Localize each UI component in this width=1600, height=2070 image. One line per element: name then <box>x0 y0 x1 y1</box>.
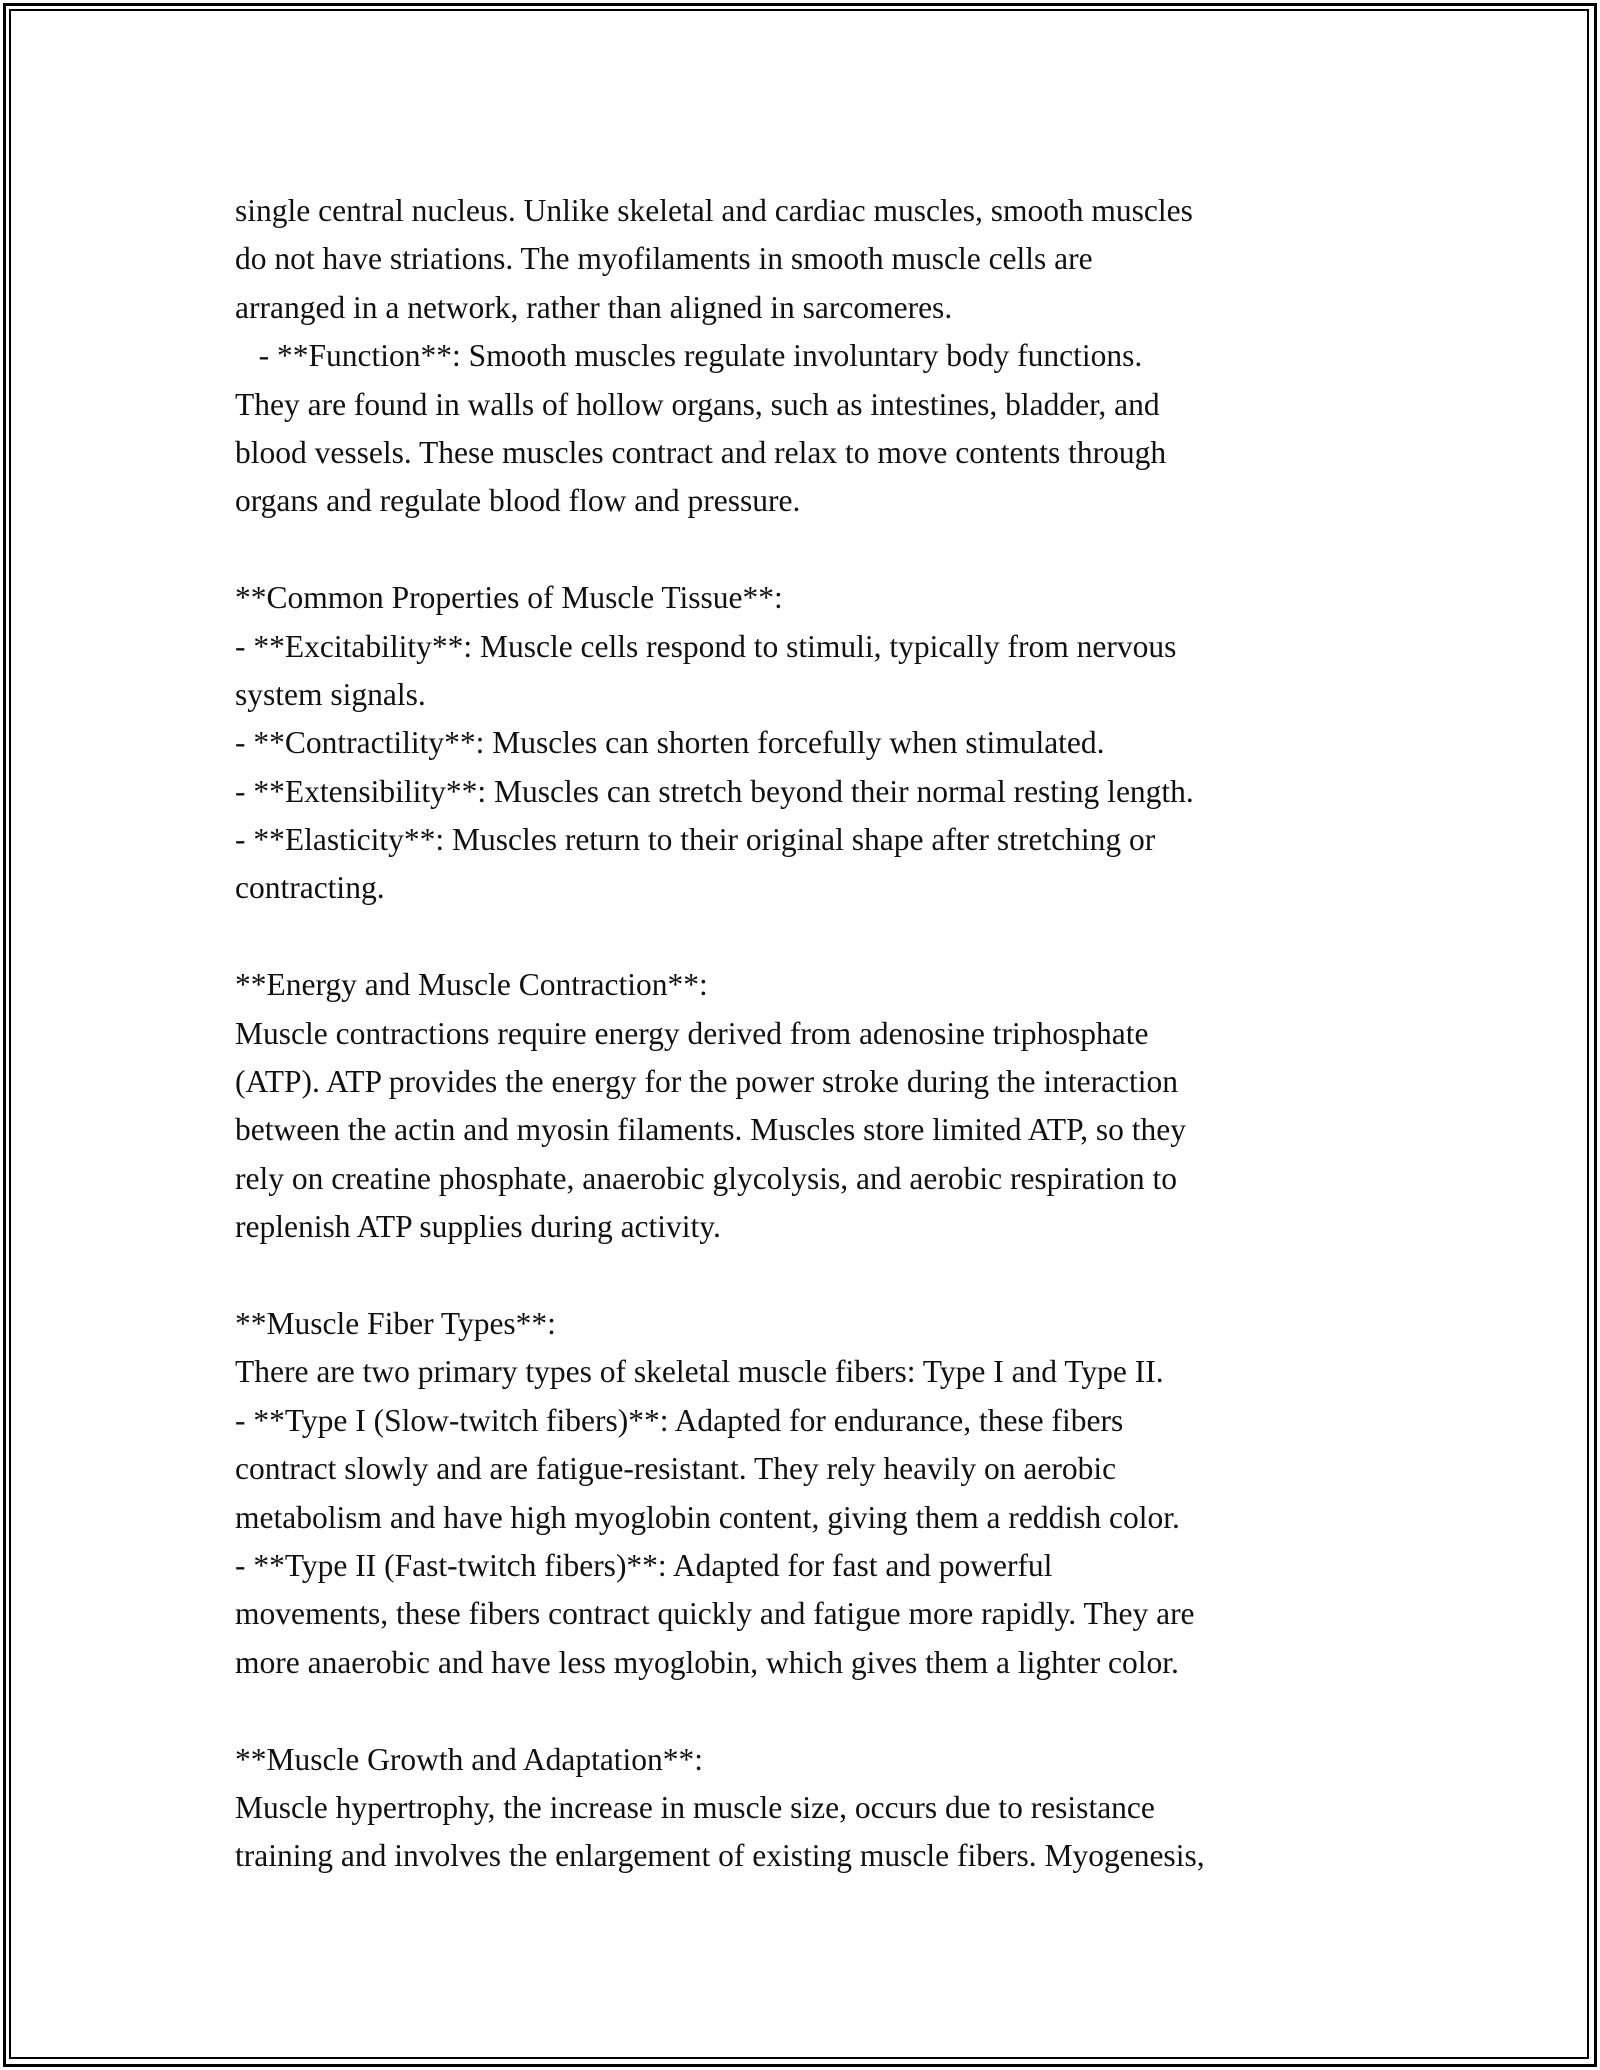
text-line: - **Type I (Slow-twitch fibers)**: Adapted for endurance, these fibers <box>235 1402 1124 1438</box>
text-line: Muscle contractions require energy derived from adenosine triphosphate <box>235 1015 1149 1051</box>
text-line: single central nucleus. Unlike skeletal and cardiac muscles, smooth muscles <box>235 193 1193 228</box>
text-line: between the actin and myosin filaments. Muscles store limited ATP, so they <box>235 1112 1186 1148</box>
text-line: arranged in a network, rather than aligned in sarcomeres. <box>235 289 953 325</box>
text-line: - **Excitability**: Muscle cells respond to stimuli, typically from nervous <box>235 628 1177 664</box>
section-heading: **Energy and Muscle Contraction**: <box>235 967 708 1003</box>
text-line: blood vessels. These muscles contract and relax to move contents through <box>235 434 1167 470</box>
section-heading: **Muscle Growth and Adaptation**: <box>235 1741 704 1777</box>
text-line: - **Elasticity**: Muscles return to their original shape after stretching or <box>235 822 1156 858</box>
text-line: - **Function**: Smooth muscles regulate involuntary body functions. <box>235 338 1143 374</box>
text-line: replenish ATP supplies during activity. <box>235 1209 721 1245</box>
text-line: contracting. <box>235 870 385 906</box>
section-heading: **Common Properties of Muscle Tissue**: <box>235 580 783 616</box>
text-line: training and involves the enlargement of existing muscle fibers. Myogenesis, <box>235 1838 1205 1874</box>
text-line: - **Extensibility**: Muscles can stretch beyond their normal resting length. <box>235 773 1194 809</box>
text-line: - **Contractility**: Muscles can shorten forcefully when stimulated. <box>235 725 1105 761</box>
text-line: more anaerobic and have less myoglobin, which gives them a lighter color. <box>235 1644 1179 1680</box>
text-line: They are found in walls of hollow organs, such as intestines, bladder, and <box>235 386 1160 422</box>
text-line: Muscle hypertrophy, the increase in muscle size, occurs due to resistance <box>235 1789 1155 1825</box>
section-heading: **Muscle Fiber Types**: <box>235 1305 556 1341</box>
text-line: - **Type II (Fast-twitch fibers)**: Adapted for fast and powerful <box>235 1547 1053 1583</box>
text-line: (ATP). ATP provides the energy for the power stroke during the interaction <box>235 1064 1179 1100</box>
text-line: organs and regulate blood flow and pressure. <box>235 483 801 519</box>
document-body <box>235 187 1385 1881</box>
text-line: contract slowly and are fatigue-resistant. They rely heavily on aerobic <box>235 1451 1117 1487</box>
blank-line <box>235 1252 1385 1300</box>
text-line: There are two primary types of skeletal muscle fibers: Type I and Type II. <box>235 1354 1164 1390</box>
text-line: system signals. <box>235 676 426 712</box>
blank-line <box>235 913 1385 961</box>
text-line: movements, these fibers contract quickly and fatigue more rapidly. They are <box>235 1596 1195 1632</box>
text-line: metabolism and have high myoglobin content, giving them a reddish color. <box>235 1499 1180 1535</box>
text-line: do not have striations. The myofilaments in smooth muscle cells are <box>235 241 1093 277</box>
text-line: rely on creatine phosphate, anaerobic glycolysis, and aerobic respiration to <box>235 1160 1178 1196</box>
blank-line <box>235 1687 1385 1735</box>
blank-line <box>235 526 1385 574</box>
